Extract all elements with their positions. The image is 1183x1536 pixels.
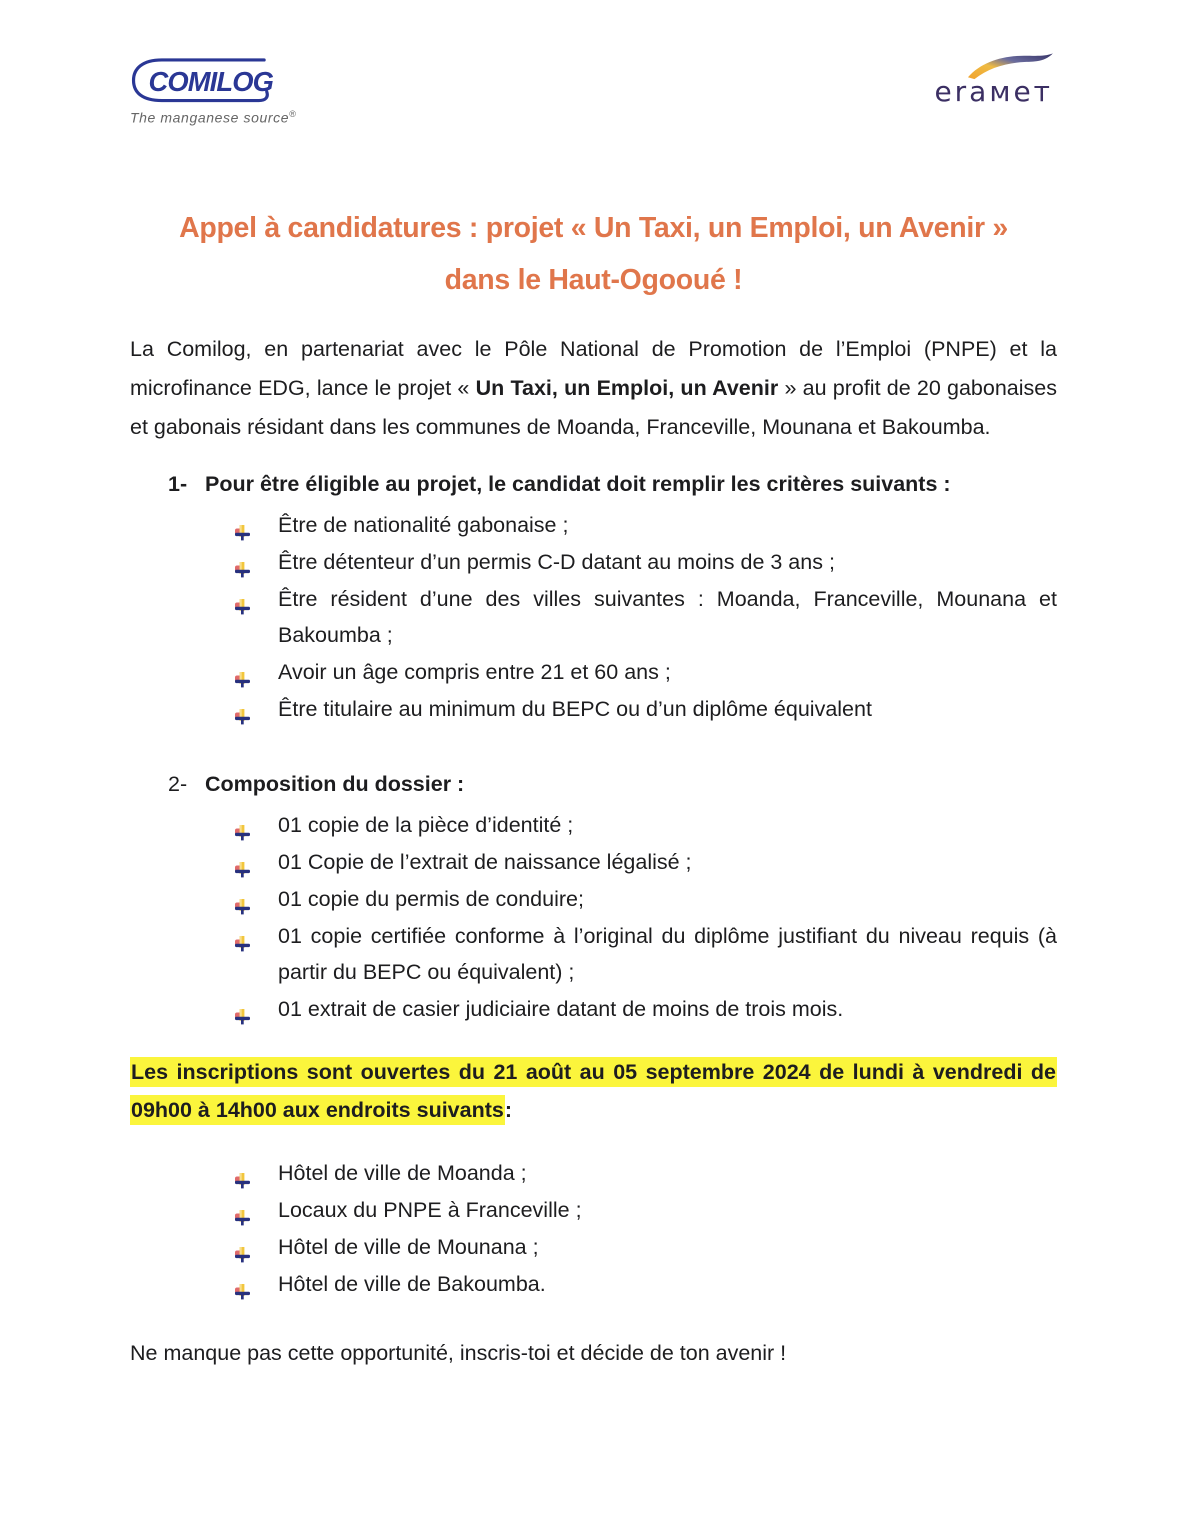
eramet-logo — [934, 52, 1053, 107]
registration-notice — [130, 1053, 1057, 1129]
plane-bullet-icon — [235, 816, 250, 832]
list-item-text: Hôtel de ville de Bakoumba. — [278, 1272, 546, 1296]
list-item — [130, 507, 1057, 543]
list-item-text: Hôtel de ville de Mounana ; — [278, 1235, 539, 1259]
list-item-text: 01 copie de la pièce d’identité ; — [278, 813, 574, 837]
title-line-2: dans le Haut-Ogooué ! — [444, 264, 743, 296]
registered-mark-icon: ® — [289, 109, 297, 119]
plane-bullet-icon — [235, 1000, 250, 1016]
list-item — [130, 807, 1057, 843]
section-1 — [130, 469, 1057, 727]
comilog-tagline: The manganese source® — [130, 109, 297, 126]
plane-bullet-icon — [235, 1238, 250, 1254]
section-2-heading — [130, 769, 1057, 799]
plane-bullet-icon — [235, 1164, 250, 1180]
list-item — [130, 1155, 1057, 1191]
plane-bullet-icon — [235, 700, 250, 716]
list-item — [130, 1266, 1057, 1302]
notice-colon: : — [504, 1098, 513, 1122]
logo-header — [130, 56, 1057, 140]
list-item-text: Locaux du PNPE à Franceville ; — [278, 1198, 582, 1222]
criteria-list — [130, 507, 1057, 727]
list-item — [130, 1229, 1057, 1265]
closing-line: Ne manque pas cette opportunité, inscris-toi et décide de ton avenir ! — [130, 1341, 787, 1365]
list-item-text: 01 extrait de casier judiciaire datant de moins de trois mois. — [278, 997, 844, 1021]
comilog-logo — [130, 56, 296, 126]
section-2-heading-text: Composition du dossier : — [205, 772, 465, 796]
section-1-heading-text: Pour être éligible au projet, le candidat doit remplir les critères suivants : — [205, 472, 951, 496]
highlighted-text: Les inscriptions sont ouvertes du 21 août au 05 septembre 2024 de lundi à vendredi de 09h00 à 14h00 aux endroits suivants — [130, 1057, 1057, 1125]
list-item-text: Être titulaire au minimum du BEPC ou d’un diplôme équivalent — [278, 697, 872, 721]
plane-bullet-icon — [235, 516, 250, 532]
list-item-text: Hôtel de ville de Moanda ; — [278, 1161, 527, 1185]
dossier-list — [130, 807, 1057, 1027]
list-item-text: 01 copie certifiée conforme à l’original du diplôme justifiant du niveau requis (à partir du BEPC ou équivalent) ; — [278, 924, 1057, 984]
section-2 — [130, 769, 1057, 1027]
locations-list — [130, 1155, 1057, 1302]
section-2-number: 2- — [168, 772, 188, 796]
list-item-text: Être de nationalité gabonaise ; — [278, 513, 569, 537]
title-line-1: Appel à candidatures : projet « Un Taxi, un Emploi, un Avenir » — [179, 212, 1008, 244]
list-item — [130, 1192, 1057, 1228]
project-name-bold: Un Taxi, un Emploi, un Avenir — [475, 376, 779, 400]
eramet-wordmark: eraмeт — [934, 75, 1053, 108]
list-item — [130, 581, 1057, 653]
list-item — [130, 654, 1057, 690]
list-item-text: 01 copie du permis de conduire; — [278, 887, 584, 911]
list-item — [130, 881, 1057, 917]
list-item-text: Être détenteur d’un permis C-D datant au moins de 3 ans ; — [278, 550, 835, 574]
plane-bullet-icon — [235, 553, 250, 569]
section-1-heading — [130, 469, 1057, 499]
plane-bullet-icon — [235, 853, 250, 869]
list-item-text: 01 Copie de l’extrait de naissance légalisé ; — [278, 850, 692, 874]
list-item — [130, 991, 1057, 1027]
list-item-text: Avoir un âge compris entre 21 et 60 ans ; — [278, 660, 671, 684]
list-item — [130, 844, 1057, 880]
plane-bullet-icon — [235, 1201, 250, 1217]
page-title — [130, 202, 1057, 306]
plane-bullet-icon — [235, 890, 250, 906]
list-item — [130, 918, 1057, 990]
plane-bullet-icon — [235, 927, 250, 943]
comilog-wordmark: COMILOG — [148, 65, 273, 97]
plane-bullet-icon — [235, 663, 250, 679]
list-item — [130, 691, 1057, 727]
plane-bullet-icon — [235, 1275, 250, 1291]
plane-bullet-icon — [235, 590, 250, 606]
list-item — [130, 544, 1057, 580]
comilog-logo-mark — [130, 56, 280, 108]
intro-paragraph: La Comilog, en partenariat avec le Pôle National de Promotion de l’Emploi (PNPE) et la microfinance EDG, lance le projet « Un Taxi, un Emploi, un Avenir » au profit de 20 gabonaises et gabonais résidant dans les communes de Moanda, Franceville, Mounana et Bakoumba. — [130, 337, 1057, 439]
list-item-text: Être résident d’une des villes suivantes : Moanda, Franceville, Mounana et Bakoumba ; — [278, 587, 1057, 647]
section-1-number: 1- — [168, 472, 188, 496]
